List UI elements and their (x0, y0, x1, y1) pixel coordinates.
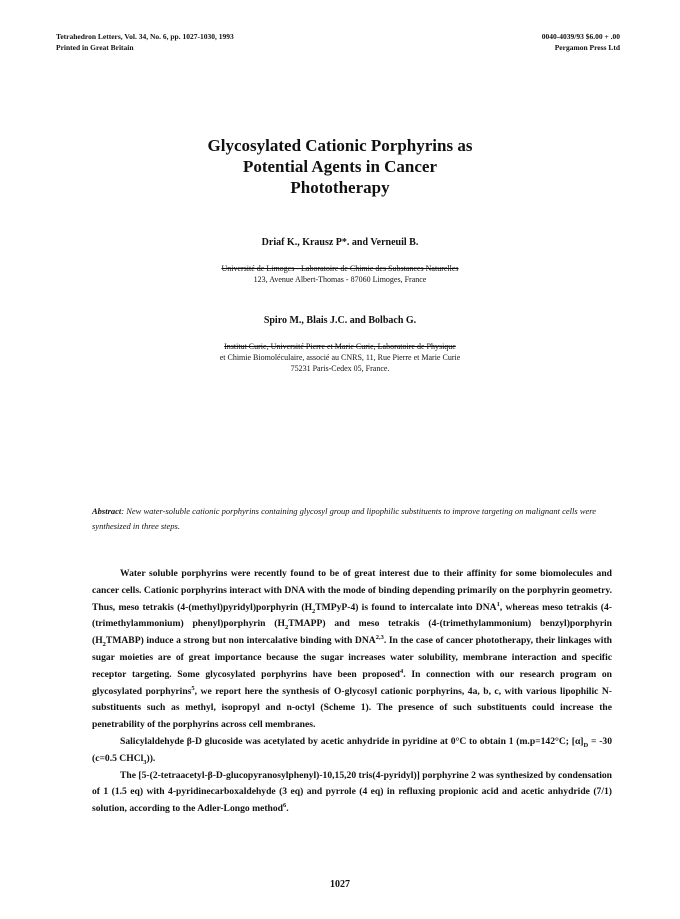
title-line-3: Phototherapy (290, 178, 390, 197)
affiliation-1 (0, 263, 680, 285)
abstract-label: Abstract (92, 506, 122, 516)
page-number: 1027 (330, 879, 350, 890)
affiliation-2 (0, 341, 680, 374)
price-code: 0040-4039/93 $6.00 + .00 (541, 32, 620, 41)
paragraph-2: Salicylaldehyde β-D glucoside was acetylated by acetic anhydride in pyridine at 0°C to obtain 1 (m.p=142°C; $[\alpha]_D = -30$ (c=0.5 CHCl$_3$)). (92, 735, 612, 766)
paper-title (0, 135, 680, 198)
paragraph-1: Water soluble porphyrins were recently found to be of great interest due to their affinity for some biomolecules and cancer cells. Cationic porphyrins interact with DNA with the mode of binding depending primarily on the porphyrin geometry. Thus, meso tetrakis (4-(methyl)pyridyl)porphyrin $(H_2TMPyP-4)$ is found to intercalate into DNA$^1$, whereas meso tetrakis (4-(trimethylammonium) phenyl)porphyrin $(H_2TMAPP)$ and meso tetrakis (4-(trimethylammonium) benzyl)porphyrin $(H_2TMABP)$ induce a strong but non intercalative binding with DNA$^{2,3}$. In the case of cancer phototherapy, their linkages with sugar moieties are of great importance because the sugar increases water solubility, membrane interaction and specific receptor targeting. Some glycosylated porphyrins have been proposed$^4$. In connection with our research program on glycosylated porphyrins$^5$, we report here the synthesis of O-glycosyl cationic porphyrins, 4a, b, c, with various lipophilic N-substituents such as methyl, isopropyl and n-octyl (Scheme 1). The presence of such substituents could increase the penetrability of the porphyrins across cell membranes. (92, 568, 613, 731)
author-group-1: Driaf K., Krausz P*. and Verneuil B. (261, 237, 419, 248)
journal-citation: Tetrahedron Letters, Vol. 34, No. 6, pp. 1027-1030, 1993 (56, 32, 234, 41)
abstract-text: : New water-soluble cationic porphyrins containing glycosyl group and lipophilic substituents to improve targeting on malignant cells were synthesized in three steps. (92, 506, 597, 531)
author-group-2: Spiro M., Blais J.C. and Bolbach G. (263, 315, 417, 326)
affiliation-1-line-1: Université de Limoges - Laboratoire de Chimie des Substances Naturelles (221, 264, 459, 273)
title-line-2: Potential Agents in Cancer (242, 157, 438, 176)
journal-header (56, 31, 234, 53)
body-text (92, 566, 612, 818)
printed-in: Printed in Great Britain (56, 43, 134, 52)
publisher-name: Pergamon Press Ltd (554, 43, 620, 52)
affiliation-1-line-2: 123, Avenue Albert-Thomas - 87060 Limoges, France (253, 275, 427, 284)
abstract (92, 504, 612, 534)
paragraph-3: The [5-(2-tetraacetyl-β-D-glucopyranosylphenyl)-10,15,20 tris(4-pyridyl)] porphyrine 2 was synthesized by condensation of 1 (1.5 eq) with 4-pyridinecarboxaldehyde (3 eq) and pyrrole (4 eq) in refluxing propionic acid and acetic anhydride (7/1) solution, according to the Adler-Longo method$^6$. (92, 769, 612, 815)
affiliation-2-line-2: et Chimie Biomoléculaire, associé au CNRS, 11, Rue Pierre et Marie Curie (219, 353, 461, 362)
affiliation-2-line-1: Institut Curie, Université Pierre et Marie Curie, Laboratoire de Physique (224, 342, 456, 351)
title-line-1: Glycosylated Cationic Porphyrins as (207, 136, 473, 155)
affiliation-2-line-3: 75231 Paris-Cedex 05, France. (290, 364, 390, 373)
publisher-header (542, 31, 620, 53)
